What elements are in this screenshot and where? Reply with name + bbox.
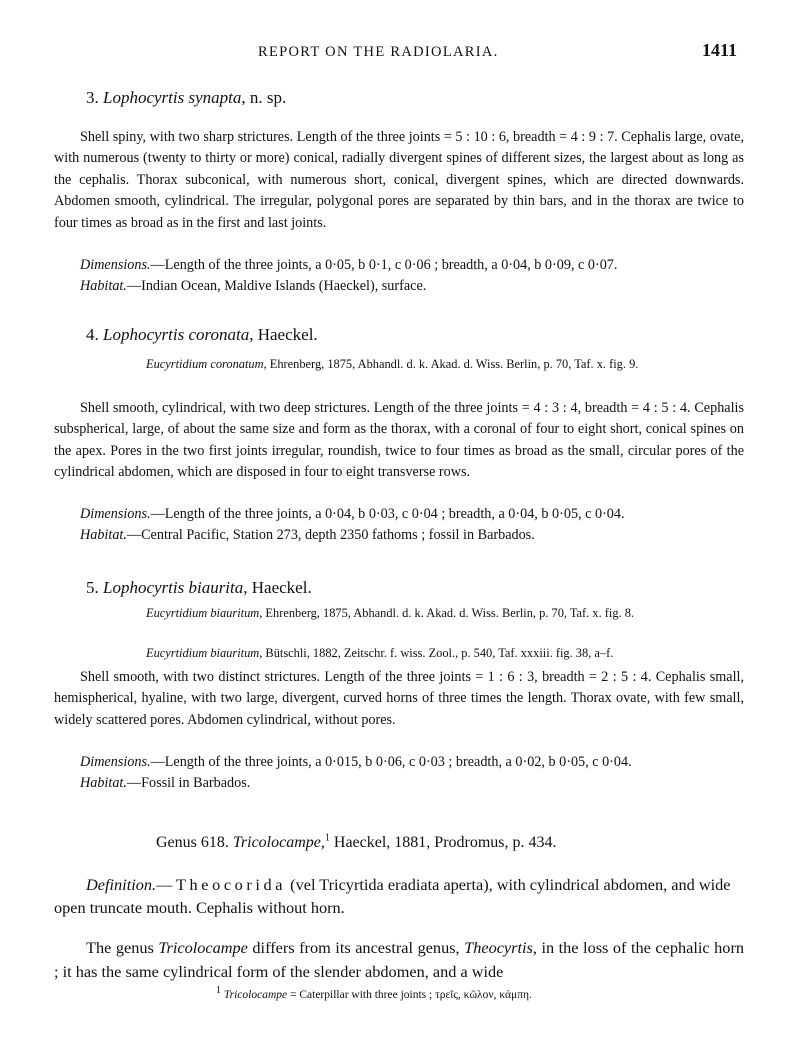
habitat-text: —Indian Ocean, Maldive Islands (Haeckel), surface. <box>126 278 427 294</box>
species-author: , Haeckel. <box>249 325 318 344</box>
habitat-line <box>80 773 744 794</box>
dimensions-line <box>80 255 744 276</box>
species-description: Shell spiny, with two sharp strictures. Length of the three joints = 5 : 10 : 6, breadth = 4 : 9 : 7. Cephalis large, ovate, with numerous (twenty to thirty or more) conical, radially divergent spines of different sizes, the largest about as long as the cephalis. Thorax subconical, with numerous short, conical, divergent spines, which are directed downwards. Abdomen smooth, cylindrical. The irregular, polygonal pores are separated by thin bars, and in the thorax are twice to four times as broad as in the first and last joints. <box>54 129 744 231</box>
running-title: REPORT ON THE RADIOLARIA. <box>258 44 499 60</box>
page-number: 1411 <box>702 40 738 60</box>
synonym-name: Eucyrtidium coronatum <box>146 357 264 371</box>
footnote-text: = Caterpillar with three joints ; τρεῖς, κῶλον, κάμπη. <box>287 989 532 1001</box>
text-run: , in the loss of the cephalic horn ; it has the same cylindrical form of the slender abdomen, and a wide <box>54 938 745 981</box>
dimensions-label: Dimensions. <box>80 754 151 770</box>
species-heading-3 <box>86 88 286 108</box>
species-number: 3. <box>86 88 99 107</box>
species-heading-4 <box>86 325 318 345</box>
footnote-term: Tricolocampe <box>223 989 288 1001</box>
species-author: , Haeckel. <box>243 578 312 597</box>
synonym-reference <box>146 604 774 624</box>
dimensions-line <box>80 504 744 525</box>
species-name: Lophocyrtis coronata <box>103 325 250 344</box>
definition-text: (vel Tricyrtida eradiata aperta), with cylindrical abdomen, and wide open truncate mouth. Cephalis without horn. <box>54 875 731 917</box>
genus-definition <box>54 873 744 919</box>
dimensions-text: —Length of the three joints, a 0·015, b 0·06, c 0·03 ; breadth, a 0·02, b 0·05, c 0·04. <box>150 754 632 770</box>
habitat-text: —Fossil in Barbados. <box>126 775 251 791</box>
species-description: Shell smooth, with two distinct strictures. Length of the three joints = 1 : 6 : 3, breadth = 2 : 5 : 4. Cephalis small, hemispherical, hyaline, with two large, divergent, curved horns of three times the length. Thorax ovate, with few small, widely scattered pores. Abdomen cylindrical, without pores. <box>54 669 744 728</box>
synonym-reference <box>146 355 774 375</box>
genus-prefix: Genus 618. <box>156 834 233 851</box>
text-run: differs from its ancestral genus, <box>247 938 465 957</box>
genus-name-italic: Tricolocampe <box>158 938 248 957</box>
dimensions-text: —Length of the three joints, a 0·04, b 0·03, c 0·04 ; breadth, a 0·04, b 0·05, c 0·04. <box>150 506 625 522</box>
text-run: The genus <box>86 938 159 957</box>
habitat-line <box>80 525 744 546</box>
synonym-citation: , Bütschli, 1882, Zeitschr. f. wiss. Zool., p. 540, Taf. xxxiii. fig. 38, a–f. <box>259 646 614 660</box>
species-number: 4. <box>86 325 99 344</box>
species-heading-5 <box>86 578 312 598</box>
genus-reference: Haeckel, 1881, Prodromus, p. 434. <box>329 834 557 851</box>
footnote-mark: 1 <box>216 985 221 997</box>
synonym-name: Eucyrtidium biauritum <box>146 646 260 660</box>
species-name: Lophocyrtis synapta <box>103 88 242 107</box>
definition-label: Definition. <box>86 875 157 894</box>
genus-name: Tricolocampe, <box>232 834 325 851</box>
habitat-line <box>80 276 744 297</box>
ancestor-genus-italic: Theocyrtis <box>464 938 533 957</box>
synonym-name: Eucyrtidium biauritum <box>146 606 260 620</box>
definition-family: —Theocorida <box>156 875 287 894</box>
species-description: Shell smooth, cylindrical, with two deep strictures. Length of the three joints = 4 : 3 : 4, breadth = 4 : 5 : 4. Cephalis subspherical, large, of about the same size and form as the thorax, with a coronal of four to eight short, conical spines on the apex. Pores in the two first joints irregular, roundish, twice to four times as broad as the small, circular pores of the cylindrical abdomen, which are disposed in four to eight transverse rows. <box>54 400 744 481</box>
habitat-text: —Central Pacific, Station 273, depth 2350 fathoms ; fossil in Barbados. <box>126 527 535 543</box>
species-number: 5. <box>86 578 99 597</box>
dimensions-line <box>80 752 744 773</box>
footnote-marker: 1 <box>324 832 330 844</box>
synonym-citation: , Ehrenberg, 1875, Abhandl. d. k. Akad. d. Wiss. Berlin, p. 70, Taf. x. fig. 8. <box>259 606 635 620</box>
synonym-reference <box>146 644 774 664</box>
habitat-label: Habitat. <box>80 527 127 543</box>
dimensions-label: Dimensions. <box>80 506 151 522</box>
species-name: Lophocyrtis biaurita <box>103 578 244 597</box>
dimensions-text: —Length of the three joints, a 0·05, b 0·1, c 0·06 ; breadth, a 0·04, b 0·09, c 0·07. <box>150 257 618 273</box>
genus-discussion <box>54 936 744 984</box>
dimensions-label: Dimensions. <box>80 257 151 273</box>
footnote <box>216 985 532 1001</box>
habitat-label: Habitat. <box>80 278 127 294</box>
species-author: , n. sp. <box>241 88 287 107</box>
genus-heading <box>156 834 557 852</box>
synonym-citation: , Ehrenberg, 1875, Abhandl. d. k. Akad. d. Wiss. Berlin, p. 70, Taf. x. fig. 9. <box>263 357 639 371</box>
habitat-label: Habitat. <box>80 775 127 791</box>
